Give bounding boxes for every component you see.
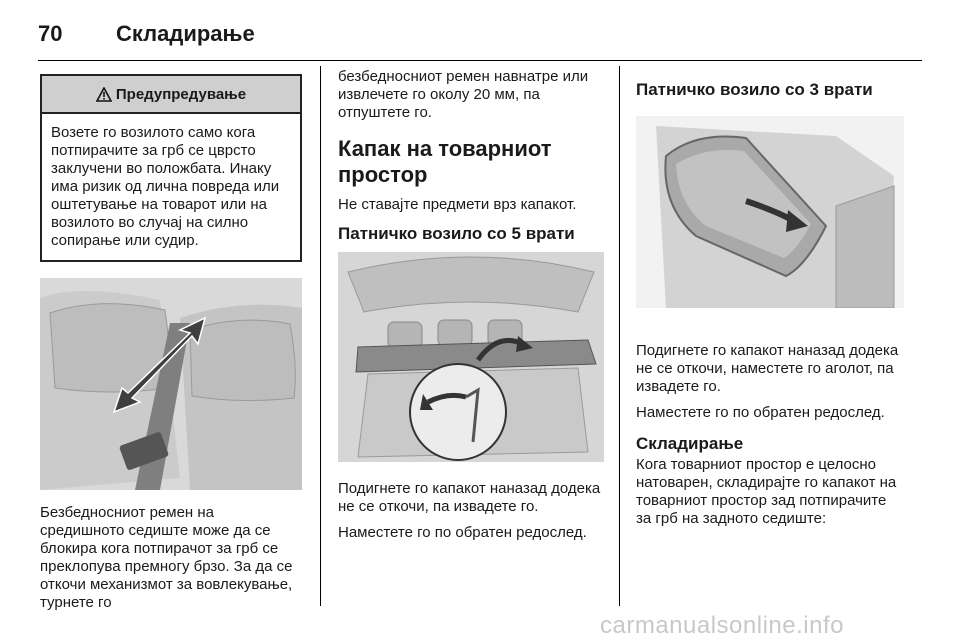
warning-header: [42, 76, 300, 114]
header-rule: [38, 60, 922, 61]
column-divider-1: [320, 66, 321, 606]
cover-3-door-image: [636, 116, 904, 308]
step-2-3-door: Наместете го по обратен редослед.: [636, 404, 885, 421]
section-title: Капак на товарниот простор: [338, 136, 552, 187]
warning-title: Предупредување: [115, 85, 247, 103]
warning-triangle-icon: [96, 87, 112, 102]
column-divider-2: [619, 66, 620, 606]
seatbelt-paragraph-cont: безбедносниот ремен навнатре или извлечете го околу 20 мм, па отпуштете го.: [338, 68, 589, 121]
storage-paragraph: Кога товарниот простор е целосно натоварен, складирајте го капакот на товарниот простор зад потпирачите за грб на задното седиште:: [636, 456, 897, 527]
section-intro: Не ставајте предмети врз капакот.: [338, 196, 577, 213]
seatbelt-illustration: [40, 278, 302, 490]
warning-box: [40, 74, 302, 262]
column-1: [40, 74, 302, 620]
step-2-5-door: Наместете го по обратен редослед.: [338, 524, 587, 541]
seatbelt-paragraph: Безбедносниот ремен на средишното седиште може да се блокира кога потпирачот за грб се преклопува премногу брзо. За да се откочи механизмот за вовлекување, турнете го: [40, 504, 293, 611]
seatbelt-image: [40, 278, 302, 490]
chapter-title: Складирање: [116, 21, 255, 46]
cover-3-door-illustration: [636, 116, 904, 308]
subheading-5-door: Патничко возило со 5 врати: [338, 224, 575, 243]
column-3: [636, 80, 904, 536]
cover-5-door-image: [338, 252, 604, 462]
watermark: carmanualsonline.info: [600, 612, 844, 639]
subheading-3-door: Патничко возило со 3 врати: [636, 80, 873, 99]
cover-5-door-illustration: [338, 252, 604, 462]
step-1-3-door: Подигнете го капакот наназад додека не се откочи, наместете го аголот, па извадете го.: [636, 342, 899, 395]
step-1-5-door: Подигнете го капакот наназад додека не се откочи, па извадете го.: [338, 480, 601, 515]
page-header: [38, 14, 255, 54]
column-2: [338, 68, 604, 550]
storage-subheading: Складирање: [636, 434, 744, 453]
warning-text: Возете го возилото само кога потпирачите за грб се цврсто заклучени во положбата. Инаку има ризик од лична повреда или оштетување на товарот или на возилото во случај на силно сопирање или судир.: [51, 124, 280, 249]
warning-body: [42, 114, 300, 260]
page-number: 70: [38, 21, 63, 46]
